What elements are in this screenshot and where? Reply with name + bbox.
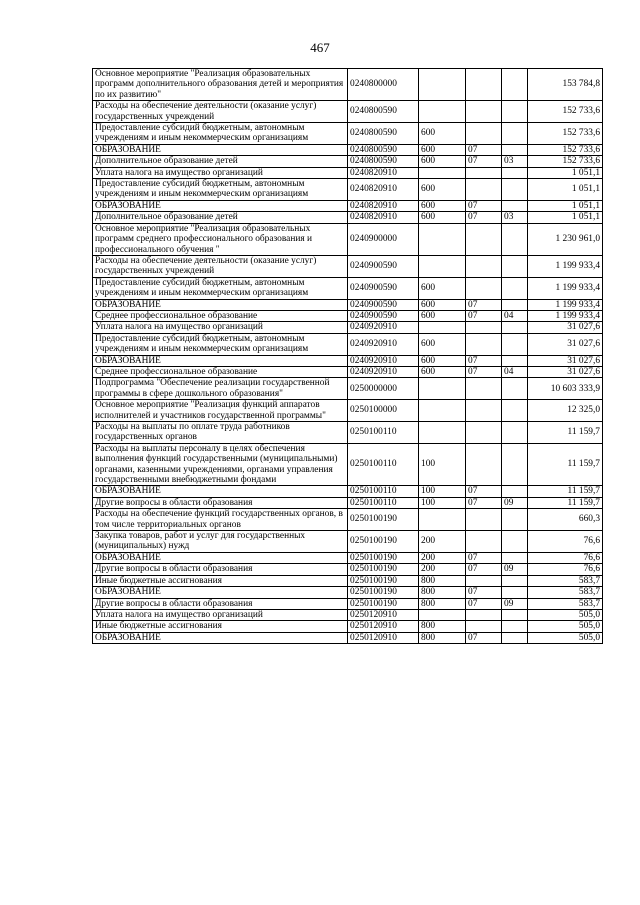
- row-subsection-cell: [502, 333, 528, 355]
- row-name-cell: Среднее профессиональное образование: [93, 366, 348, 377]
- row-sum-cell: 31 027,6: [528, 333, 603, 355]
- row-expense-type-cell: 600: [419, 179, 466, 201]
- row-expense-type-cell: 600: [419, 333, 466, 355]
- row-code-cell: 0240900590: [348, 277, 419, 299]
- row-expense-type-cell: [419, 400, 466, 422]
- row-name-cell: Расходы на выплаты персоналу в целях обеспечения выполнения функций государственными (муниципальными) органами, казенными учреждениями, органами управления государственными внебюджетными фондами: [93, 443, 348, 486]
- row-sum-cell: 10 603 333,9: [528, 378, 603, 400]
- row-sum-cell: 76,6: [528, 564, 603, 575]
- row-name-cell: Другие вопросы в области образования: [93, 598, 348, 609]
- row-subsection-cell: [502, 443, 528, 486]
- row-name-cell: Другие вопросы в области образования: [93, 497, 348, 508]
- row-expense-type-cell: 600: [419, 212, 466, 223]
- row-expense-type-cell: [419, 167, 466, 178]
- row-code-cell: 0250100110: [348, 443, 419, 486]
- row-section-cell: [466, 223, 502, 255]
- row-expense-type-cell: [419, 101, 466, 123]
- row-sum-cell: 1 199 933,4: [528, 310, 603, 321]
- row-code-cell: 0250100190: [348, 575, 419, 586]
- row-section-cell: [466, 443, 502, 486]
- row-subsection-cell: [502, 167, 528, 178]
- row-expense-type-cell: [419, 422, 466, 444]
- row-subsection-cell: [502, 322, 528, 333]
- row-sum-cell: 76,6: [528, 552, 603, 563]
- row-subsection-cell: [502, 255, 528, 277]
- table-row: [93, 598, 603, 609]
- table-row: [93, 255, 603, 277]
- table-row: [93, 531, 603, 553]
- row-code-cell: 0240900590: [348, 299, 419, 310]
- budget-table-body: [93, 69, 603, 644]
- row-section-cell: 07: [466, 200, 502, 211]
- row-code-cell: 0240800590: [348, 123, 419, 145]
- row-sum-cell: 11 159,7: [528, 486, 603, 497]
- row-name-cell: Дополнительное образование детей: [93, 156, 348, 167]
- row-subsection-cell: [502, 123, 528, 145]
- row-section-cell: [466, 322, 502, 333]
- row-name-cell: Уплата налога на имущество организаций: [93, 167, 348, 178]
- row-subsection-cell: [502, 531, 528, 553]
- row-expense-type-cell: 800: [419, 587, 466, 598]
- row-expense-type-cell: [419, 69, 466, 101]
- row-code-cell: 0250100190: [348, 598, 419, 609]
- table-row: [93, 156, 603, 167]
- row-subsection-cell: 09: [502, 598, 528, 609]
- row-expense-type-cell: 600: [419, 310, 466, 321]
- row-section-cell: 07: [466, 144, 502, 155]
- row-sum-cell: 505,0: [528, 621, 603, 632]
- row-code-cell: 0240820910: [348, 179, 419, 201]
- row-name-cell: ОБРАЗОВАНИЕ: [93, 587, 348, 598]
- row-section-cell: [466, 378, 502, 400]
- row-subsection-cell: [502, 422, 528, 444]
- row-code-cell: 0250100110: [348, 486, 419, 497]
- row-sum-cell: 76,6: [528, 531, 603, 553]
- row-sum-cell: 12 325,0: [528, 400, 603, 422]
- row-expense-type-cell: 100: [419, 497, 466, 508]
- row-section-cell: 07: [466, 632, 502, 643]
- row-sum-cell: 1 199 933,4: [528, 255, 603, 277]
- row-name-cell: ОБРАЗОВАНИЕ: [93, 486, 348, 497]
- table-row: [93, 575, 603, 586]
- row-name-cell: Иные бюджетные ассигнования: [93, 575, 348, 586]
- row-section-cell: [466, 69, 502, 101]
- row-subsection-cell: 09: [502, 564, 528, 575]
- row-section-cell: 07: [466, 212, 502, 223]
- row-sum-cell: 583,7: [528, 575, 603, 586]
- table-row: [93, 587, 603, 598]
- table-row: [93, 552, 603, 563]
- row-sum-cell: 1 199 933,4: [528, 299, 603, 310]
- row-expense-type-cell: 600: [419, 355, 466, 366]
- row-sum-cell: 1 199 933,4: [528, 277, 603, 299]
- row-sum-cell: 11 159,7: [528, 443, 603, 486]
- row-expense-type-cell: [419, 378, 466, 400]
- row-subsection-cell: [502, 101, 528, 123]
- row-section-cell: [466, 101, 502, 123]
- row-subsection-cell: [502, 69, 528, 101]
- row-name-cell: ОБРАЗОВАНИЕ: [93, 355, 348, 366]
- row-sum-cell: 1 051,1: [528, 200, 603, 211]
- row-code-cell: 0240900590: [348, 310, 419, 321]
- row-sum-cell: 152 733,6: [528, 123, 603, 145]
- table-row: [93, 101, 603, 123]
- row-subsection-cell: 04: [502, 366, 528, 377]
- table-row: [93, 123, 603, 145]
- row-code-cell: 0250120910: [348, 632, 419, 643]
- row-expense-type-cell: 800: [419, 598, 466, 609]
- row-section-cell: [466, 179, 502, 201]
- row-expense-type-cell: 100: [419, 443, 466, 486]
- row-section-cell: 07: [466, 552, 502, 563]
- row-section-cell: 07: [466, 355, 502, 366]
- row-code-cell: 0250100110: [348, 422, 419, 444]
- row-name-cell: Предоставление субсидий бюджетным, автономным учреждениям и иным некоммерческим организациям: [93, 179, 348, 201]
- row-code-cell: 0250120910: [348, 621, 419, 632]
- row-name-cell: Расходы на обеспечение деятельности (оказание услуг) государственных учреждений: [93, 255, 348, 277]
- row-subsection-cell: 03: [502, 156, 528, 167]
- row-sum-cell: 1 230 961,0: [528, 223, 603, 255]
- row-subsection-cell: [502, 223, 528, 255]
- row-sum-cell: 505,0: [528, 609, 603, 620]
- table-row: [93, 443, 603, 486]
- row-name-cell: Предоставление субсидий бюджетным, автономным учреждениям и иным некоммерческим организациям: [93, 123, 348, 145]
- row-section-cell: 07: [466, 299, 502, 310]
- row-sum-cell: 153 784,8: [528, 69, 603, 101]
- row-code-cell: 0250100190: [348, 552, 419, 563]
- table-row: [93, 179, 603, 201]
- row-subsection-cell: 09: [502, 497, 528, 508]
- row-section-cell: [466, 575, 502, 586]
- row-expense-type-cell: 800: [419, 632, 466, 643]
- row-expense-type-cell: [419, 509, 466, 531]
- row-code-cell: 0240800590: [348, 101, 419, 123]
- row-name-cell: Основное мероприятие "Реализация образовательных программ среднего профессионального образования и профессионального обучения ": [93, 223, 348, 255]
- row-subsection-cell: [502, 621, 528, 632]
- row-section-cell: [466, 255, 502, 277]
- row-code-cell: 0250100000: [348, 400, 419, 422]
- row-code-cell: 0250100190: [348, 587, 419, 598]
- row-code-cell: 0240800000: [348, 69, 419, 101]
- table-row: [93, 564, 603, 575]
- row-name-cell: Предоставление субсидий бюджетным, автономным учреждениям и иным некоммерческим организациям: [93, 277, 348, 299]
- table-row: [93, 486, 603, 497]
- row-name-cell: Среднее профессиональное образование: [93, 310, 348, 321]
- row-section-cell: [466, 167, 502, 178]
- row-subsection-cell: [502, 299, 528, 310]
- row-code-cell: 0240800590: [348, 144, 419, 155]
- row-code-cell: 0250000000: [348, 378, 419, 400]
- row-section-cell: 07: [466, 497, 502, 508]
- table-row: [93, 333, 603, 355]
- table-row: [93, 322, 603, 333]
- row-section-cell: 07: [466, 310, 502, 321]
- table-row: [93, 167, 603, 178]
- row-section-cell: 07: [466, 587, 502, 598]
- row-expense-type-cell: 600: [419, 366, 466, 377]
- row-name-cell: Уплата налога на имущество организаций: [93, 322, 348, 333]
- row-code-cell: 0240820910: [348, 167, 419, 178]
- row-subsection-cell: [502, 200, 528, 211]
- table-row: [93, 497, 603, 508]
- table-row: [93, 378, 603, 400]
- row-expense-type-cell: 800: [419, 575, 466, 586]
- row-sum-cell: 1 051,1: [528, 212, 603, 223]
- row-subsection-cell: 03: [502, 212, 528, 223]
- table-row: [93, 212, 603, 223]
- row-code-cell: 0240920910: [348, 366, 419, 377]
- row-expense-type-cell: [419, 609, 466, 620]
- row-section-cell: 07: [466, 564, 502, 575]
- row-name-cell: Расходы на обеспечение функций государственных органов, в том числе территориальных органов: [93, 509, 348, 531]
- row-name-cell: Иные бюджетные ассигнования: [93, 621, 348, 632]
- row-expense-type-cell: 600: [419, 144, 466, 155]
- row-name-cell: ОБРАЗОВАНИЕ: [93, 144, 348, 155]
- table-row: [93, 69, 603, 101]
- table-row: [93, 509, 603, 531]
- row-subsection-cell: [502, 552, 528, 563]
- table-row: [93, 144, 603, 155]
- row-section-cell: 07: [466, 598, 502, 609]
- row-expense-type-cell: 600: [419, 156, 466, 167]
- row-expense-type-cell: 600: [419, 299, 466, 310]
- row-section-cell: [466, 422, 502, 444]
- row-sum-cell: 583,7: [528, 598, 603, 609]
- row-section-cell: [466, 277, 502, 299]
- row-subsection-cell: [502, 609, 528, 620]
- row-section-cell: [466, 509, 502, 531]
- row-subsection-cell: [502, 378, 528, 400]
- row-name-cell: Предоставление субсидий бюджетным, автономным учреждениям и иным некоммерческим организациям: [93, 333, 348, 355]
- row-section-cell: [466, 333, 502, 355]
- row-name-cell: ОБРАЗОВАНИЕ: [93, 299, 348, 310]
- row-name-cell: Уплата налога на имущество организаций: [93, 609, 348, 620]
- table-row: [93, 621, 603, 632]
- row-expense-type-cell: [419, 322, 466, 333]
- row-subsection-cell: [502, 587, 528, 598]
- row-code-cell: 0250100110: [348, 497, 419, 508]
- row-section-cell: 07: [466, 156, 502, 167]
- row-name-cell: Закупка товаров, работ и услуг для государственных (муниципальных) нужд: [93, 531, 348, 553]
- row-sum-cell: 152 733,6: [528, 156, 603, 167]
- row-subsection-cell: [502, 400, 528, 422]
- row-section-cell: [466, 123, 502, 145]
- row-name-cell: Расходы на обеспечение деятельности (оказание услуг) государственных учреждений: [93, 101, 348, 123]
- row-name-cell: ОБРАЗОВАНИЕ: [93, 200, 348, 211]
- row-code-cell: 0250100190: [348, 564, 419, 575]
- table-row: [93, 223, 603, 255]
- row-expense-type-cell: 600: [419, 277, 466, 299]
- row-code-cell: 0240900000: [348, 223, 419, 255]
- row-code-cell: 0240920910: [348, 333, 419, 355]
- row-section-cell: [466, 400, 502, 422]
- row-expense-type-cell: 200: [419, 564, 466, 575]
- row-sum-cell: 11 159,7: [528, 497, 603, 508]
- row-subsection-cell: [502, 179, 528, 201]
- budget-table: [92, 68, 603, 644]
- table-row: [93, 277, 603, 299]
- table-row: [93, 310, 603, 321]
- row-sum-cell: 11 159,7: [528, 422, 603, 444]
- row-subsection-cell: [502, 575, 528, 586]
- row-subsection-cell: [502, 355, 528, 366]
- row-code-cell: 0250120910: [348, 609, 419, 620]
- row-expense-type-cell: 600: [419, 200, 466, 211]
- table-row: [93, 355, 603, 366]
- table-row: [93, 400, 603, 422]
- row-expense-type-cell: 200: [419, 531, 466, 553]
- row-code-cell: 0250100190: [348, 531, 419, 553]
- row-sum-cell: 1 051,1: [528, 179, 603, 201]
- table-row: [93, 609, 603, 620]
- row-name-cell: Основное мероприятие "Реализация функций аппаратов исполнителей и участников государственной программы": [93, 400, 348, 422]
- row-name-cell: Расходы на выплаты по оплате труда работников государственных органов: [93, 422, 348, 444]
- row-code-cell: 0240920910: [348, 355, 419, 366]
- row-subsection-cell: [502, 509, 528, 531]
- row-expense-type-cell: 600: [419, 123, 466, 145]
- row-sum-cell: 505,0: [528, 632, 603, 643]
- row-section-cell: 07: [466, 366, 502, 377]
- row-section-cell: [466, 609, 502, 620]
- row-expense-type-cell: [419, 223, 466, 255]
- row-sum-cell: 31 027,6: [528, 366, 603, 377]
- row-section-cell: 07: [466, 486, 502, 497]
- row-name-cell: Другие вопросы в области образования: [93, 564, 348, 575]
- row-sum-cell: 31 027,6: [528, 355, 603, 366]
- row-expense-type-cell: [419, 255, 466, 277]
- row-subsection-cell: 04: [502, 310, 528, 321]
- row-name-cell: Дополнительное образование детей: [93, 212, 348, 223]
- row-code-cell: 0240820910: [348, 200, 419, 211]
- row-code-cell: 0240800590: [348, 156, 419, 167]
- table-row: [93, 422, 603, 444]
- row-code-cell: 0250100190: [348, 509, 419, 531]
- table-row: [93, 366, 603, 377]
- row-code-cell: 0240900590: [348, 255, 419, 277]
- row-sum-cell: 31 027,6: [528, 322, 603, 333]
- row-sum-cell: 152 733,6: [528, 144, 603, 155]
- row-subsection-cell: [502, 486, 528, 497]
- row-code-cell: 0240920910: [348, 322, 419, 333]
- table-row: [93, 632, 603, 643]
- row-subsection-cell: [502, 632, 528, 643]
- row-code-cell: 0240820910: [348, 212, 419, 223]
- row-sum-cell: 583,7: [528, 587, 603, 598]
- row-expense-type-cell: 200: [419, 552, 466, 563]
- row-subsection-cell: [502, 277, 528, 299]
- table-row: [93, 299, 603, 310]
- row-sum-cell: 660,3: [528, 509, 603, 531]
- page-number: 467: [310, 40, 330, 55]
- row-name-cell: Подпрограмма "Обеспечение реализации государственной программы в сфере дошкольного образования": [93, 378, 348, 400]
- row-expense-type-cell: 100: [419, 486, 466, 497]
- row-expense-type-cell: 800: [419, 621, 466, 632]
- row-name-cell: ОБРАЗОВАНИЕ: [93, 632, 348, 643]
- row-sum-cell: 1 051,1: [528, 167, 603, 178]
- row-subsection-cell: [502, 144, 528, 155]
- row-section-cell: [466, 531, 502, 553]
- row-sum-cell: 152 733,6: [528, 101, 603, 123]
- row-name-cell: Основное мероприятие "Реализация образовательных программ дополнительного образования детей и мероприятия по их развитию": [93, 69, 348, 101]
- row-name-cell: ОБРАЗОВАНИЕ: [93, 552, 348, 563]
- row-section-cell: [466, 621, 502, 632]
- table-row: [93, 200, 603, 211]
